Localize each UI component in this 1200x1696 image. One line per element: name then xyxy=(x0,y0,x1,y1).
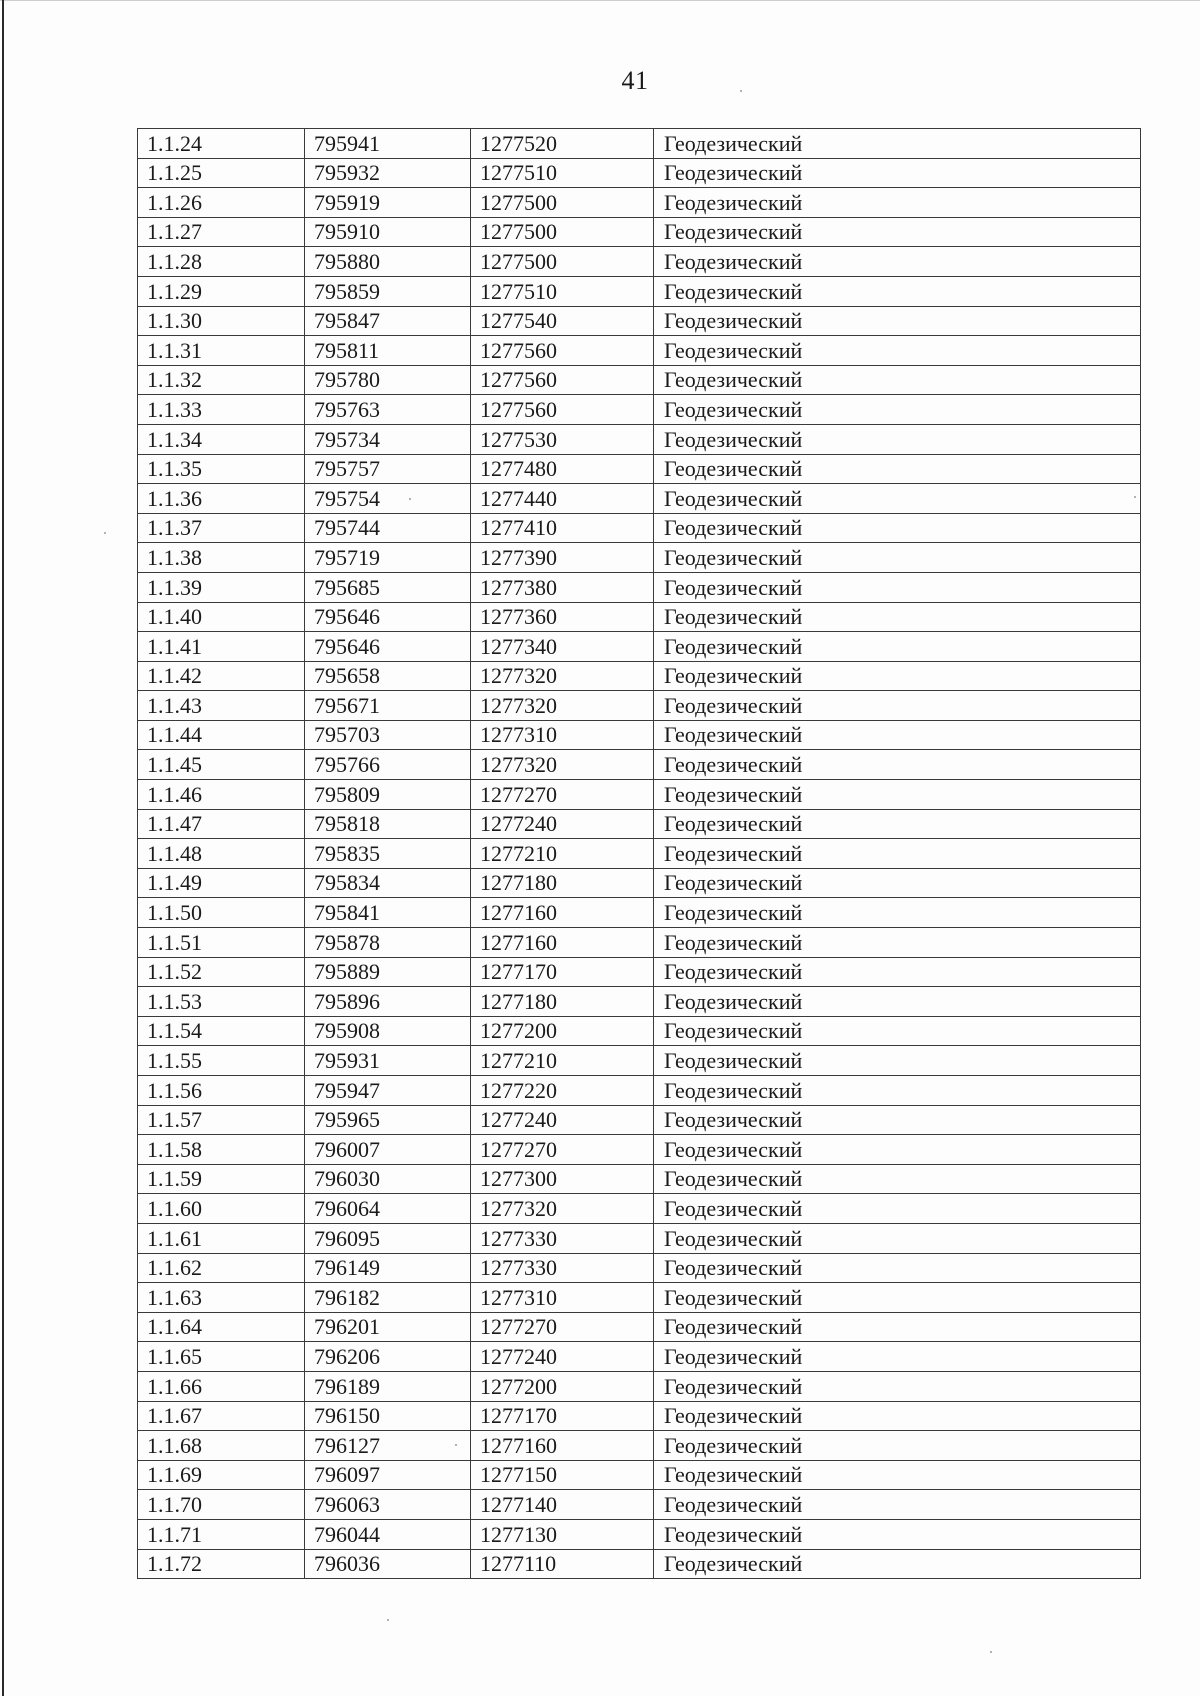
table-row xyxy=(138,129,1141,159)
method-cell: Геодезический xyxy=(654,691,1141,721)
table-row xyxy=(138,484,1141,514)
method-cell: Геодезический xyxy=(654,484,1141,514)
scan-speck xyxy=(740,90,742,92)
point-number-cell: 1.1.28 xyxy=(138,247,305,277)
x-coordinate-cell: 795703 xyxy=(305,720,471,750)
method-cell: Геодезический xyxy=(654,868,1141,898)
point-number-cell: 1.1.63 xyxy=(138,1283,305,1313)
table-row xyxy=(138,1283,1141,1313)
method-cell: Геодезический xyxy=(654,1549,1141,1579)
y-coordinate-cell: 1277240 xyxy=(471,809,654,839)
method-cell: Геодезический xyxy=(654,1312,1141,1342)
x-coordinate-cell: 795931 xyxy=(305,1046,471,1076)
x-coordinate-cell: 796064 xyxy=(305,1194,471,1224)
point-number-cell: 1.1.53 xyxy=(138,987,305,1017)
y-coordinate-cell: 1277220 xyxy=(471,1076,654,1106)
y-coordinate-cell: 1277340 xyxy=(471,632,654,662)
table-row xyxy=(138,424,1141,454)
y-coordinate-cell: 1277410 xyxy=(471,513,654,543)
method-cell: Геодезический xyxy=(654,1519,1141,1549)
y-coordinate-cell: 1277210 xyxy=(471,1046,654,1076)
method-cell: Геодезический xyxy=(654,158,1141,188)
point-number-cell: 1.1.38 xyxy=(138,543,305,573)
y-coordinate-cell: 1277500 xyxy=(471,188,654,218)
x-coordinate-cell: 796149 xyxy=(305,1253,471,1283)
y-coordinate-cell: 1277500 xyxy=(471,217,654,247)
table-row xyxy=(138,1253,1141,1283)
y-coordinate-cell: 1277500 xyxy=(471,247,654,277)
x-coordinate-cell: 796095 xyxy=(305,1223,471,1253)
method-cell: Геодезический xyxy=(654,1164,1141,1194)
y-coordinate-cell: 1277270 xyxy=(471,1135,654,1165)
y-coordinate-cell: 1277380 xyxy=(471,572,654,602)
method-cell: Геодезический xyxy=(654,1401,1141,1431)
y-coordinate-cell: 1277330 xyxy=(471,1253,654,1283)
point-number-cell: 1.1.36 xyxy=(138,484,305,514)
y-coordinate-cell: 1277330 xyxy=(471,1223,654,1253)
y-coordinate-cell: 1277510 xyxy=(471,158,654,188)
method-cell: Геодезический xyxy=(654,602,1141,632)
y-coordinate-cell: 1277320 xyxy=(471,661,654,691)
x-coordinate-cell: 795754 xyxy=(305,484,471,514)
y-coordinate-cell: 1277360 xyxy=(471,602,654,632)
y-coordinate-cell: 1277270 xyxy=(471,780,654,810)
table-row xyxy=(138,987,1141,1017)
point-number-cell: 1.1.52 xyxy=(138,957,305,987)
y-coordinate-cell: 1277240 xyxy=(471,1342,654,1372)
x-coordinate-cell: 795910 xyxy=(305,217,471,247)
method-cell: Геодезический xyxy=(654,276,1141,306)
method-cell: Геодезический xyxy=(654,987,1141,1017)
method-cell: Геодезический xyxy=(654,395,1141,425)
point-number-cell: 1.1.35 xyxy=(138,454,305,484)
method-cell: Геодезический xyxy=(654,306,1141,336)
method-cell: Геодезический xyxy=(654,1016,1141,1046)
point-number-cell: 1.1.62 xyxy=(138,1253,305,1283)
table-row xyxy=(138,1105,1141,1135)
point-number-cell: 1.1.68 xyxy=(138,1431,305,1461)
method-cell: Геодезический xyxy=(654,632,1141,662)
y-coordinate-cell: 1277180 xyxy=(471,868,654,898)
method-cell: Геодезический xyxy=(654,188,1141,218)
scan-speck xyxy=(1134,496,1136,498)
x-coordinate-cell: 795763 xyxy=(305,395,471,425)
y-coordinate-cell: 1277210 xyxy=(471,839,654,869)
method-cell: Геодезический xyxy=(654,1371,1141,1401)
y-coordinate-cell: 1277560 xyxy=(471,365,654,395)
point-number-cell: 1.1.30 xyxy=(138,306,305,336)
y-coordinate-cell: 1277510 xyxy=(471,276,654,306)
x-coordinate-cell: 795919 xyxy=(305,188,471,218)
y-coordinate-cell: 1277170 xyxy=(471,1401,654,1431)
table-row xyxy=(138,809,1141,839)
x-coordinate-cell: 795719 xyxy=(305,543,471,573)
y-coordinate-cell: 1277160 xyxy=(471,928,654,958)
method-cell: Геодезический xyxy=(654,750,1141,780)
table-row xyxy=(138,1135,1141,1165)
table-row xyxy=(138,1371,1141,1401)
y-coordinate-cell: 1277130 xyxy=(471,1519,654,1549)
y-coordinate-cell: 1277320 xyxy=(471,1194,654,1224)
point-number-cell: 1.1.51 xyxy=(138,928,305,958)
method-cell: Геодезический xyxy=(654,1076,1141,1106)
table-row xyxy=(138,513,1141,543)
table-row xyxy=(138,898,1141,928)
y-coordinate-cell: 1277520 xyxy=(471,129,654,159)
coordinates-table-body xyxy=(138,129,1141,1579)
method-cell: Геодезический xyxy=(654,780,1141,810)
point-number-cell: 1.1.42 xyxy=(138,661,305,691)
y-coordinate-cell: 1277300 xyxy=(471,1164,654,1194)
y-coordinate-cell: 1277200 xyxy=(471,1371,654,1401)
method-cell: Геодезический xyxy=(654,1135,1141,1165)
x-coordinate-cell: 795889 xyxy=(305,957,471,987)
x-coordinate-cell: 796063 xyxy=(305,1490,471,1520)
x-coordinate-cell: 795859 xyxy=(305,276,471,306)
x-coordinate-cell: 795757 xyxy=(305,454,471,484)
scan-speck xyxy=(409,498,411,500)
method-cell: Геодезический xyxy=(654,129,1141,159)
point-number-cell: 1.1.67 xyxy=(138,1401,305,1431)
point-number-cell: 1.1.40 xyxy=(138,602,305,632)
page-top-edge xyxy=(0,0,1200,1)
table-row xyxy=(138,276,1141,306)
x-coordinate-cell: 796182 xyxy=(305,1283,471,1313)
point-number-cell: 1.1.54 xyxy=(138,1016,305,1046)
y-coordinate-cell: 1277560 xyxy=(471,336,654,366)
method-cell: Геодезический xyxy=(654,1105,1141,1135)
method-cell: Геодезический xyxy=(654,513,1141,543)
scan-speck xyxy=(455,1444,457,1446)
x-coordinate-cell: 795685 xyxy=(305,572,471,602)
point-number-cell: 1.1.24 xyxy=(138,129,305,159)
table-row xyxy=(138,247,1141,277)
method-cell: Геодезический xyxy=(654,839,1141,869)
point-number-cell: 1.1.50 xyxy=(138,898,305,928)
table-row xyxy=(138,780,1141,810)
x-coordinate-cell: 796150 xyxy=(305,1401,471,1431)
table-row xyxy=(138,1519,1141,1549)
method-cell: Геодезический xyxy=(654,661,1141,691)
point-number-cell: 1.1.34 xyxy=(138,424,305,454)
x-coordinate-cell: 795965 xyxy=(305,1105,471,1135)
point-number-cell: 1.1.69 xyxy=(138,1460,305,1490)
method-cell: Геодезический xyxy=(654,365,1141,395)
y-coordinate-cell: 1277150 xyxy=(471,1460,654,1490)
y-coordinate-cell: 1277270 xyxy=(471,1312,654,1342)
method-cell: Геодезический xyxy=(654,1194,1141,1224)
scan-speck xyxy=(990,1651,992,1653)
x-coordinate-cell: 796206 xyxy=(305,1342,471,1372)
y-coordinate-cell: 1277320 xyxy=(471,750,654,780)
y-coordinate-cell: 1277180 xyxy=(471,987,654,1017)
point-number-cell: 1.1.72 xyxy=(138,1549,305,1579)
y-coordinate-cell: 1277160 xyxy=(471,898,654,928)
y-coordinate-cell: 1277530 xyxy=(471,424,654,454)
method-cell: Геодезический xyxy=(654,1223,1141,1253)
method-cell: Геодезический xyxy=(654,572,1141,602)
table-row xyxy=(138,1016,1141,1046)
table-row xyxy=(138,336,1141,366)
method-cell: Геодезический xyxy=(654,928,1141,958)
method-cell: Геодезический xyxy=(654,1283,1141,1313)
y-coordinate-cell: 1277440 xyxy=(471,484,654,514)
x-coordinate-cell: 795841 xyxy=(305,898,471,928)
method-cell: Геодезический xyxy=(654,1342,1141,1372)
point-number-cell: 1.1.66 xyxy=(138,1371,305,1401)
x-coordinate-cell: 795780 xyxy=(305,365,471,395)
point-number-cell: 1.1.46 xyxy=(138,780,305,810)
point-number-cell: 1.1.26 xyxy=(138,188,305,218)
point-number-cell: 1.1.57 xyxy=(138,1105,305,1135)
point-number-cell: 1.1.55 xyxy=(138,1046,305,1076)
y-coordinate-cell: 1277320 xyxy=(471,691,654,721)
table-row xyxy=(138,868,1141,898)
method-cell: Геодезический xyxy=(654,1431,1141,1461)
point-number-cell: 1.1.45 xyxy=(138,750,305,780)
x-coordinate-cell: 795941 xyxy=(305,129,471,159)
table-row xyxy=(138,928,1141,958)
x-coordinate-cell: 795671 xyxy=(305,691,471,721)
method-cell: Геодезический xyxy=(654,1046,1141,1076)
x-coordinate-cell: 795947 xyxy=(305,1076,471,1106)
y-coordinate-cell: 1277310 xyxy=(471,1283,654,1313)
table-row xyxy=(138,158,1141,188)
coordinates-table xyxy=(137,128,1141,1579)
x-coordinate-cell: 795646 xyxy=(305,632,471,662)
table-row xyxy=(138,217,1141,247)
x-coordinate-cell: 795896 xyxy=(305,987,471,1017)
x-coordinate-cell: 795847 xyxy=(305,306,471,336)
point-number-cell: 1.1.44 xyxy=(138,720,305,750)
method-cell: Геодезический xyxy=(654,424,1141,454)
table-row xyxy=(138,1046,1141,1076)
y-coordinate-cell: 1277140 xyxy=(471,1490,654,1520)
y-coordinate-cell: 1277110 xyxy=(471,1549,654,1579)
point-number-cell: 1.1.61 xyxy=(138,1223,305,1253)
method-cell: Геодезический xyxy=(654,898,1141,928)
x-coordinate-cell: 795818 xyxy=(305,809,471,839)
table-row xyxy=(138,306,1141,336)
method-cell: Геодезический xyxy=(654,809,1141,839)
x-coordinate-cell: 796189 xyxy=(305,1371,471,1401)
point-number-cell: 1.1.25 xyxy=(138,158,305,188)
point-number-cell: 1.1.59 xyxy=(138,1164,305,1194)
x-coordinate-cell: 796007 xyxy=(305,1135,471,1165)
method-cell: Геодезический xyxy=(654,1490,1141,1520)
table-row xyxy=(138,1194,1141,1224)
point-number-cell: 1.1.56 xyxy=(138,1076,305,1106)
x-coordinate-cell: 795834 xyxy=(305,868,471,898)
table-row xyxy=(138,661,1141,691)
point-number-cell: 1.1.64 xyxy=(138,1312,305,1342)
table-row xyxy=(138,188,1141,218)
x-coordinate-cell: 796097 xyxy=(305,1460,471,1490)
point-number-cell: 1.1.60 xyxy=(138,1194,305,1224)
table-row xyxy=(138,957,1141,987)
method-cell: Геодезический xyxy=(654,957,1141,987)
x-coordinate-cell: 795658 xyxy=(305,661,471,691)
table-row xyxy=(138,1342,1141,1372)
method-cell: Геодезический xyxy=(654,1253,1141,1283)
x-coordinate-cell: 795646 xyxy=(305,602,471,632)
x-coordinate-cell: 795811 xyxy=(305,336,471,366)
x-coordinate-cell: 795766 xyxy=(305,750,471,780)
point-number-cell: 1.1.49 xyxy=(138,868,305,898)
point-number-cell: 1.1.31 xyxy=(138,336,305,366)
point-number-cell: 1.1.71 xyxy=(138,1519,305,1549)
y-coordinate-cell: 1277160 xyxy=(471,1431,654,1461)
point-number-cell: 1.1.29 xyxy=(138,276,305,306)
point-number-cell: 1.1.27 xyxy=(138,217,305,247)
y-coordinate-cell: 1277390 xyxy=(471,543,654,573)
table-row xyxy=(138,365,1141,395)
x-coordinate-cell: 796036 xyxy=(305,1549,471,1579)
method-cell: Геодезический xyxy=(654,336,1141,366)
x-coordinate-cell: 795880 xyxy=(305,247,471,277)
point-number-cell: 1.1.39 xyxy=(138,572,305,602)
x-coordinate-cell: 795878 xyxy=(305,928,471,958)
x-coordinate-cell: 795932 xyxy=(305,158,471,188)
table-row xyxy=(138,602,1141,632)
method-cell: Геодезический xyxy=(654,543,1141,573)
table-row xyxy=(138,691,1141,721)
y-coordinate-cell: 1277310 xyxy=(471,720,654,750)
table-row xyxy=(138,1401,1141,1431)
table-row xyxy=(138,1490,1141,1520)
scan-speck xyxy=(387,1619,389,1621)
table-row xyxy=(138,1431,1141,1461)
x-coordinate-cell: 795744 xyxy=(305,513,471,543)
table-row xyxy=(138,572,1141,602)
y-coordinate-cell: 1277540 xyxy=(471,306,654,336)
y-coordinate-cell: 1277560 xyxy=(471,395,654,425)
point-number-cell: 1.1.33 xyxy=(138,395,305,425)
page-number: 41 xyxy=(621,66,649,95)
point-number-cell: 1.1.32 xyxy=(138,365,305,395)
table-row xyxy=(138,1076,1141,1106)
table-row xyxy=(138,1312,1141,1342)
table-row xyxy=(138,632,1141,662)
table-row xyxy=(138,1460,1141,1490)
point-number-cell: 1.1.37 xyxy=(138,513,305,543)
x-coordinate-cell: 795809 xyxy=(305,780,471,810)
y-coordinate-cell: 1277240 xyxy=(471,1105,654,1135)
x-coordinate-cell: 796201 xyxy=(305,1312,471,1342)
method-cell: Геодезический xyxy=(654,247,1141,277)
table-row xyxy=(138,1223,1141,1253)
x-coordinate-cell: 795835 xyxy=(305,839,471,869)
table-row xyxy=(138,750,1141,780)
page-left-edge xyxy=(2,0,4,1696)
table-row xyxy=(138,543,1141,573)
table-row xyxy=(138,395,1141,425)
point-number-cell: 1.1.48 xyxy=(138,839,305,869)
point-number-cell: 1.1.47 xyxy=(138,809,305,839)
point-number-cell: 1.1.43 xyxy=(138,691,305,721)
table-row xyxy=(138,454,1141,484)
y-coordinate-cell: 1277480 xyxy=(471,454,654,484)
x-coordinate-cell: 796127 xyxy=(305,1431,471,1461)
scan-speck xyxy=(104,532,106,534)
table-row xyxy=(138,839,1141,869)
point-number-cell: 1.1.70 xyxy=(138,1490,305,1520)
table-row xyxy=(138,720,1141,750)
x-coordinate-cell: 796044 xyxy=(305,1519,471,1549)
table-row xyxy=(138,1549,1141,1579)
x-coordinate-cell: 795908 xyxy=(305,1016,471,1046)
table-row xyxy=(138,1164,1141,1194)
x-coordinate-cell: 796030 xyxy=(305,1164,471,1194)
method-cell: Геодезический xyxy=(654,217,1141,247)
method-cell: Геодезический xyxy=(654,720,1141,750)
point-number-cell: 1.1.41 xyxy=(138,632,305,662)
y-coordinate-cell: 1277170 xyxy=(471,957,654,987)
method-cell: Геодезический xyxy=(654,454,1141,484)
point-number-cell: 1.1.58 xyxy=(138,1135,305,1165)
point-number-cell: 1.1.65 xyxy=(138,1342,305,1372)
y-coordinate-cell: 1277200 xyxy=(471,1016,654,1046)
method-cell: Геодезический xyxy=(654,1460,1141,1490)
x-coordinate-cell: 795734 xyxy=(305,424,471,454)
